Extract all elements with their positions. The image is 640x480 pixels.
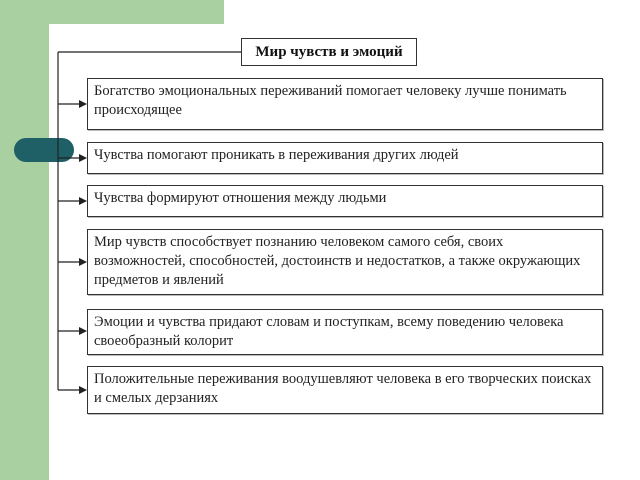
diagram-item-4 [87, 229, 603, 295]
diagram-item-text: Положительные переживания воодушевляют человека в его творческих поисках и смелых дерзаниях [94, 371, 592, 406]
diagram-item-6 [87, 366, 603, 414]
diagram-item-text: Чувства помогают проникать в переживания других людей [94, 147, 459, 163]
diagram-item-5 [87, 309, 603, 355]
diagram-item-2 [87, 142, 603, 174]
diagram-item-text: Чувства формируют отношения между людьми [94, 190, 387, 206]
diagram-title: Мир чувств и эмоций [241, 38, 417, 66]
diagram-item-text: Мир чувств способствует познанию человеком самого себя, своих возможностей, способностей, достоинств и недостатков, а также окружающих предметов и явлений [94, 234, 581, 288]
diagram-item-text: Богатство эмоциональных переживаний помогает человеку лучше понимать происходящее [94, 83, 567, 118]
diagram-item-text: Эмоции и чувства придают словам и поступкам, всему поведению человека своеобразный колорит [94, 314, 564, 349]
diagram-item-1 [87, 78, 603, 130]
diagram-item-3 [87, 185, 603, 217]
